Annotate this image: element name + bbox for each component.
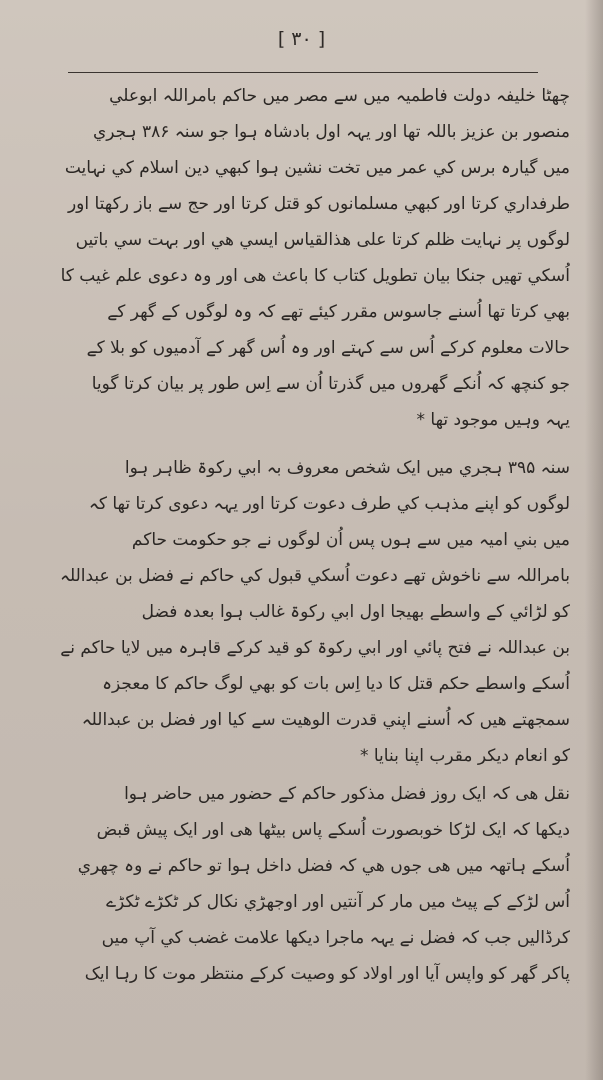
- text-line: سمجھتے ھیں کہ اُسنے اپني قدرت الوھیت سے کیا اور فضل بن عبداللہ: [81, 710, 570, 730]
- header-rule: [68, 72, 538, 73]
- text-line: میں گیارہ برس کي عمر میں تخت نشین ہوا کبھي دین اسلام کي نہایت: [64, 158, 570, 178]
- text-line: منصور بن عزیز باللہ تھا اور یہہ اول بادشاہ ہوا جو سنہ ۳۸۶ ہجري: [92, 122, 570, 142]
- text-line: نقل ھی کہ ایک روز فضل مذکور حاکم کے حضور میں حاضر ہوا: [124, 784, 570, 804]
- text-line: اُس لڑکے کے پیٹ میں مار کر آنتیں اور اوجھڑي نکال کر ٹکڑے ٹکڑے: [106, 892, 570, 912]
- text-line: لوگوں پر نہایت ظلم کرتا علی ھذالقیاس ایسي ھي اور بہت سي باتیں: [75, 230, 570, 250]
- text-line: سنہ ۳۹۵ ہجري میں ایک شخص معروف بہ ابي رکوۃ ظاہر ہوا: [124, 458, 570, 478]
- text-line: پاکر گھر کو واپس آیا اور اولاد کو وصیت کرکے منتظر موت کا رہا ایک: [84, 964, 570, 984]
- text-line: بامراللہ سے ناخوش تھے دعوت اُسکي قبول کي حاکم نے فضل بن عبداللہ: [60, 566, 570, 586]
- page-edge-shadow: [585, 0, 603, 1080]
- text-line: جو کنچھ کہ اُنکے گھروں میں گذرتا اُن سے اِس طور پر بیان کرتا گویا: [91, 374, 570, 394]
- text-line: اُسکے واسطے حکم قتل کا دیا اِس بات کو بھي لوگ حاکم کا معجزہ: [102, 674, 570, 694]
- paragraph-2: [34, 450, 570, 774]
- text-line: یہہ وہیں موجود تھا *: [416, 410, 570, 430]
- page-number: [ ۳۰ ]: [277, 28, 326, 50]
- text-line: کو انعام دیکر مقرب اپنا بنایا *: [359, 746, 570, 766]
- text-line: طرفداري کرتا اور کبھي مسلمانوں کو قتل کرتا اور حج سے باز رکھتا اور: [67, 194, 570, 214]
- text-line: کو لڑائي کے واسطے بھیجا اول ابي رکوۃ غالب ہوا بعدہ فضل: [141, 602, 570, 622]
- text-line: میں بني امیہ میں سے ہوں پس اُن لوگوں نے جو حکومت حاکم: [131, 530, 570, 550]
- paragraph-1: [34, 78, 570, 438]
- text-line: دیکھا کہ ایک لڑکا خوبصورت اُسکے پاس بیٹھا ھی اور ایک پیش قبض: [96, 820, 570, 840]
- text-line: بن عبداللہ نے فتح پائي اور ابي رکوۃ کو قید کرکے قاہرہ میں لایا حاکم نے: [60, 638, 570, 658]
- text-line: اُسکي تھیں جنکا بیان تطویل کتاب کا باعث ھی اور وہ دعوی علم غیب کا: [60, 266, 570, 286]
- text-line: بھي کرتا تھا اُسنے جاسوس مقرر کیئے تھے کہ وہ لوگوں کے گھر کے: [107, 302, 570, 322]
- paragraph-3: [34, 776, 570, 992]
- text-line: کرڈالیں جب کہ فضل نے یہہ ماجرا دیکھا علامت غضب کي آپ میں: [101, 928, 570, 948]
- text-line: اُسکے ہاتھہ میں ھی جوں ھي کہ فضل داخل ہوا تو حاکم نے وہ چھري: [77, 856, 570, 876]
- text-line: چھٹا خلیفہ دولت فاطمیہ میں سے مصر میں حاکم بامراللہ ابوعلي: [109, 86, 570, 106]
- text-line: لوگوں کو اپنے مذہب کي طرف دعوت کرتا اور یہہ دعوی کرتا تھا کہ: [88, 494, 570, 514]
- text-line: حالات معلوم کرکے اُس سے کہتے اور وہ اُس گھر کے آدمیوں کو بلا کے: [86, 338, 570, 358]
